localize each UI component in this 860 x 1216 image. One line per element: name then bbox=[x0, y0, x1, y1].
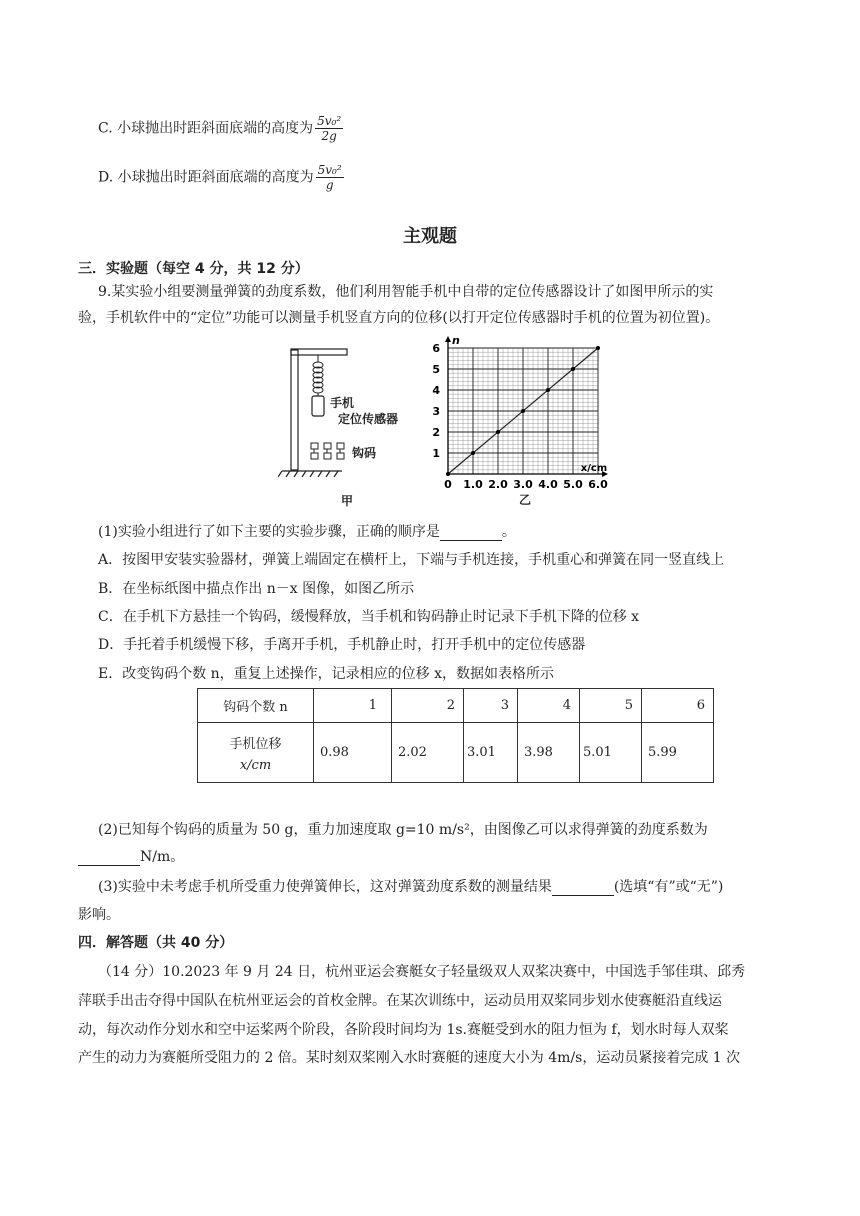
option-c-denominator: 2g bbox=[321, 129, 337, 143]
table-header-x-a: 手机位移 bbox=[229, 736, 282, 752]
x-tick-label: 4.0 bbox=[538, 478, 558, 491]
phone-icon bbox=[312, 396, 324, 416]
q9-3-answer-blank[interactable] bbox=[552, 881, 614, 896]
q10-line4: 产生的动力为赛艇所受阻力的 2 倍。某时刻双桨刚入水时赛艇的速度大小为 4m/s，运动员紧接着完成 1 次 bbox=[78, 1050, 741, 1066]
q9-2-unit: N/m。 bbox=[140, 849, 185, 865]
q9-line2: 验，手机软件中的“定位”功能可以测量手机竖直方向的位移(以打开定位传感器时手机的位置为初位置)。 bbox=[78, 310, 720, 326]
option-d-denominator: g bbox=[325, 178, 334, 192]
y-tick-label: 2 bbox=[432, 426, 440, 439]
q9-3-text-b: (选填“有”或“无”) bbox=[613, 879, 724, 895]
table-cell: 3.98 bbox=[518, 723, 580, 783]
y-tick-label: 1 bbox=[432, 447, 440, 460]
q9-2-line2 bbox=[78, 846, 184, 866]
step-c: C．在手机下方悬挂一个钩码，缓慢释放，当手机和钩码静止时记录下手机下降的位移 x bbox=[98, 609, 640, 625]
figure-b-chart bbox=[428, 336, 618, 511]
table-cell: 0.98 bbox=[314, 723, 392, 783]
q10-line2: 萍联手出击夺得中国队在杭州亚运会的首枚金牌。在某次训练中，运动员用双桨同步划水使赛艇沿直线运 bbox=[78, 993, 722, 1009]
option-d-fraction bbox=[316, 163, 344, 192]
q10-line3: 动，每次动作分划水和空中运桨两个阶段，各阶段时间均为 1s.赛艇受到水的阻力恒为 f，划水时每人双桨 bbox=[78, 1022, 729, 1038]
x-tick-label: 6.0 bbox=[588, 478, 608, 491]
ground-hatch bbox=[278, 471, 338, 477]
q9-2-line1: (2)已知每个钩码的质量为 50 g，重力加速度取 g=10 m/s²，由图像乙可以求得弹簧的劲度系数为 bbox=[98, 822, 708, 838]
section4-heading: 四．解答题（共 40 分） bbox=[78, 935, 234, 951]
step-b: B．在坐标纸图中描点作出 n－x 图像，如图乙所示 bbox=[98, 581, 415, 597]
q9-1-answer-blank[interactable] bbox=[440, 526, 502, 541]
x-tick-label: 3.0 bbox=[513, 478, 533, 491]
step-d: D．手托着手机缓慢下移，手离开手机，手机静止时，打开手机中的定位传感器 bbox=[98, 637, 586, 653]
x-tick-label: 2.0 bbox=[488, 478, 508, 491]
y-tick-label: 6 bbox=[432, 342, 440, 355]
y-axis-label: n bbox=[452, 336, 460, 347]
phone-label: 手机 bbox=[330, 396, 355, 410]
stand-pole bbox=[291, 350, 298, 470]
table-cell: 2 bbox=[392, 689, 464, 723]
q9-1-end: 。 bbox=[501, 524, 516, 540]
step-e: E．改变钩码个数 n，重复上述操作，记录相应的位移 x，数据如表格所示 bbox=[98, 666, 555, 682]
data-point bbox=[446, 472, 450, 476]
table-cell: 4 bbox=[518, 689, 580, 723]
table-header-x bbox=[198, 723, 314, 783]
section-title: 主观题 bbox=[403, 226, 457, 247]
data-point bbox=[571, 367, 575, 371]
data-point bbox=[521, 409, 525, 413]
table-cell: 1 bbox=[314, 689, 392, 723]
q9-line1: 9.某实验小组要测量弹簧的劲度系数，他们利用智能手机中自带的定位传感器设计了如图甲所示的实 bbox=[98, 284, 714, 300]
q9-1-stem bbox=[98, 521, 516, 541]
table-cell: 3 bbox=[464, 689, 518, 723]
x-tick-label: 0 bbox=[444, 478, 452, 491]
hook-weights bbox=[311, 443, 344, 459]
q9-1-stem-text: (1)实验小组进行了如下主要的实验步骤，正确的顺序是 bbox=[98, 524, 440, 540]
section3-heading: 三．实验题（每空 4 分，共 12 分） bbox=[78, 261, 309, 277]
table-row bbox=[198, 689, 714, 723]
option-c bbox=[98, 114, 343, 143]
x-tick-label: 1.0 bbox=[463, 478, 483, 491]
data-point bbox=[546, 388, 550, 392]
table-cell: 5 bbox=[580, 689, 642, 723]
option-d-numerator: 5v₀² bbox=[317, 163, 342, 177]
figure-b-caption: 乙 bbox=[519, 493, 532, 507]
q9-3-line2: 影响。 bbox=[78, 907, 120, 923]
table-cell: 3.01 bbox=[464, 723, 518, 783]
q9-3-text-a: (3)实验中未考虑手机所受重力使弹簧伸长，这对弹簧劲度系数的测量结果 bbox=[98, 879, 552, 895]
q10-line1: （14 分）10.2023 年 9 月 24 日，杭州亚运会赛艇女子轻量级双人双桨决赛中，中国选手邹佳琪、邱秀 bbox=[98, 964, 746, 980]
stand-crossbar bbox=[291, 349, 347, 355]
spring bbox=[313, 355, 323, 396]
table-cell: 6 bbox=[642, 689, 714, 723]
table-row bbox=[198, 723, 714, 783]
y-tick-label: 5 bbox=[432, 363, 440, 376]
option-d bbox=[98, 163, 344, 192]
y-tick-label: 3 bbox=[432, 405, 440, 418]
table-cell: 2.02 bbox=[392, 723, 464, 783]
hook-label: 钩码 bbox=[352, 446, 377, 460]
data-point bbox=[596, 346, 600, 350]
step-a: A．按图甲安装实验器材，弹簧上端固定在横杆上，下端与手机连接，手机重心和弹簧在同一竖直线上 bbox=[98, 552, 725, 568]
data-table bbox=[197, 688, 714, 783]
sensor-label: 定位传感器 bbox=[338, 412, 399, 426]
option-c-numerator: 5v₀² bbox=[317, 114, 342, 128]
option-d-text: D. 小球抛出时距斜面底端的高度为 bbox=[98, 169, 314, 186]
data-point bbox=[496, 430, 500, 434]
y-axis-arrow bbox=[445, 336, 451, 342]
table-cell: 5.01 bbox=[580, 723, 642, 783]
q9-3-line1 bbox=[98, 876, 723, 896]
data-point bbox=[471, 451, 475, 455]
figure-a-caption: 甲 bbox=[341, 494, 354, 508]
option-c-fraction bbox=[315, 114, 343, 143]
table-header-x-b: x/cm bbox=[239, 757, 272, 773]
table-cell: 5.99 bbox=[642, 723, 714, 783]
table-header-n: 钩码个数 n bbox=[198, 689, 314, 723]
option-c-text: C. 小球抛出时距斜面底端的高度为 bbox=[98, 120, 314, 137]
x-axis-label: x/cm bbox=[580, 463, 608, 474]
y-tick-label: 4 bbox=[432, 384, 440, 397]
x-tick-label: 5.0 bbox=[563, 478, 583, 491]
q9-2-answer-blank[interactable] bbox=[78, 851, 140, 866]
